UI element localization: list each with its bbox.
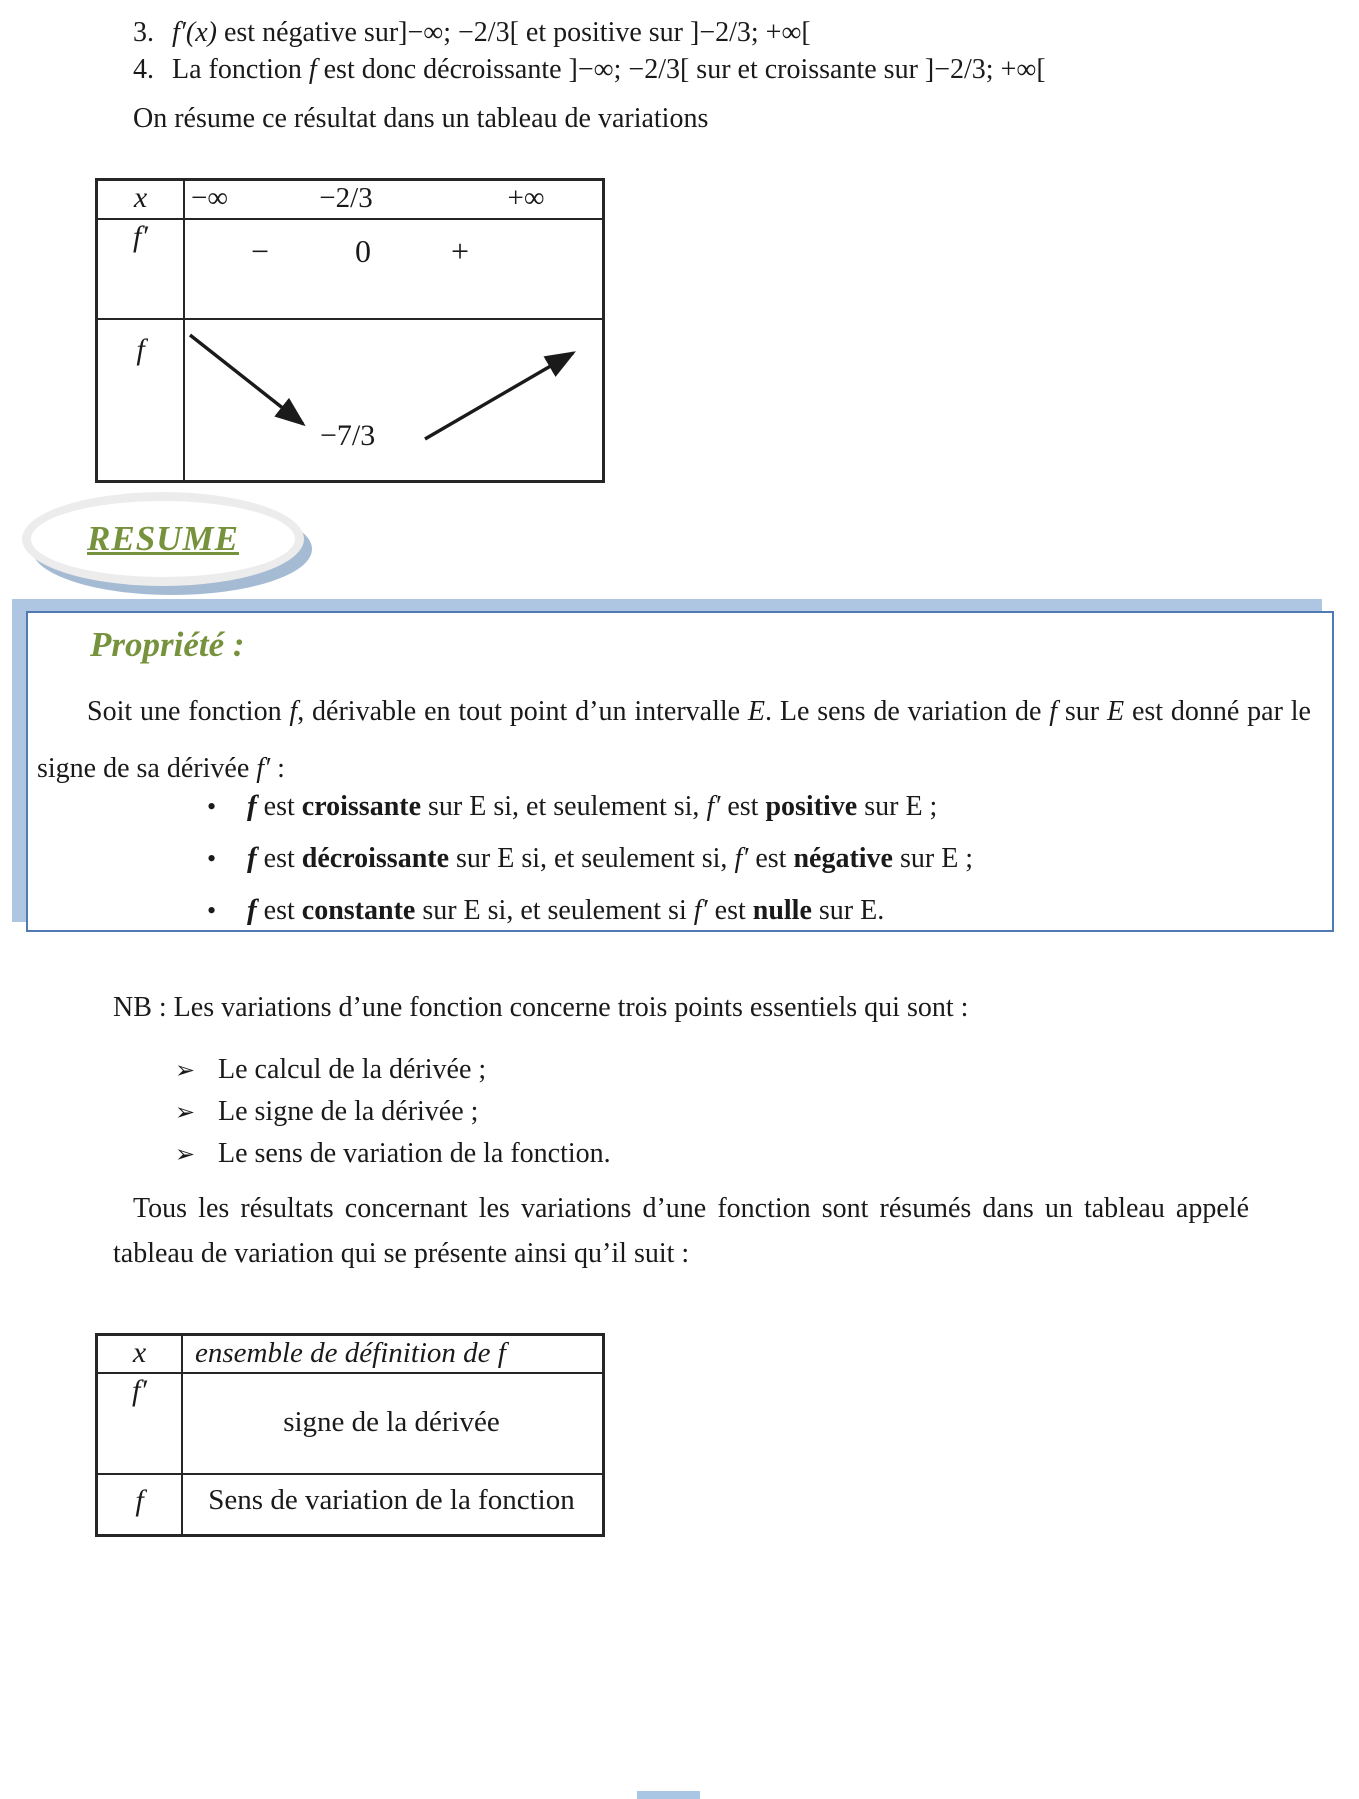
nb-point-1: ➢ Le calcul de la dérivée ;	[175, 1053, 486, 1088]
decreasing-arrow	[190, 335, 303, 424]
bullet-icon: •	[207, 792, 217, 821]
math-f: f	[289, 696, 298, 727]
item-number: 3.	[133, 17, 154, 48]
arrow-bullet-icon: ➢	[175, 1142, 196, 1168]
math-f: f	[1049, 696, 1058, 727]
row-divider	[98, 1473, 602, 1475]
nb-point-3: ➢ Le sens de variation de la fonction.	[175, 1137, 611, 1172]
math-f: f	[247, 790, 257, 822]
page-bottom-marker	[637, 1791, 700, 1799]
interval-2: ]−2/3; +∞[	[924, 54, 1046, 85]
math-E: E	[747, 696, 766, 727]
math-fprime: f′	[734, 843, 749, 874]
item-number: 4.	[133, 54, 154, 85]
fprime-row-label: f′	[133, 220, 148, 253]
property-heading: Propriété :	[90, 625, 245, 664]
nb-sentence: NB : Les variations d’une fonction concerne trois points essentiels qui sont :	[113, 992, 969, 1023]
sign-plus: +	[450, 233, 470, 269]
math-fprime: f′	[706, 791, 721, 822]
property-bullet-3: • f est constante sur E si, et seulement si f′ est nulle sur E.	[207, 894, 885, 926]
sign-zero: 0	[355, 233, 371, 269]
list-item-3: 3. f′(x) est négative sur]−∞; −2/3[ et positive sur ]−2/3; +∞[	[133, 14, 811, 51]
minimum-value: −7/3	[320, 419, 376, 452]
interval-1: ]−∞; −2/3[	[398, 17, 519, 48]
math-f: f	[247, 894, 257, 926]
x-row-label: x	[132, 1336, 147, 1369]
nb-point-2: ➢ Le signe de la dérivée ;	[175, 1095, 478, 1130]
math-fprime-x: f′(x)	[172, 17, 217, 48]
domain-cell: ensemble de définition de f	[195, 1337, 506, 1369]
resume-badge	[22, 492, 304, 586]
closing-paragraph: Tous les résultats concernant les variations d’une fonction sont résumés dans un tableau appelé tableau de variation qui se présente ainsi qu’il suit :	[113, 1193, 1249, 1269]
math-E: E	[1106, 696, 1125, 727]
x-critical-value: −2/3	[319, 182, 373, 214]
arrow-bullet-icon: ➢	[175, 1058, 196, 1084]
x-row-label: x	[133, 181, 148, 214]
x-pos-infinity: +∞	[507, 182, 545, 214]
intro-sentence: On résume ce résultat dans un tableau de variations	[133, 103, 709, 134]
arrow-bullet-icon: ➢	[175, 1100, 196, 1126]
math-f: f	[308, 54, 317, 85]
sign-minus: −	[250, 233, 270, 269]
interval-2: ]−2/3; +∞[	[690, 17, 811, 48]
bullet-icon: •	[207, 896, 217, 925]
variation-direction-cell: Sens de variation de la fonction	[208, 1484, 575, 1516]
f-row-label: f	[136, 333, 145, 366]
derivative-sign-cell: signe de la dérivée	[283, 1406, 500, 1438]
variation-table	[95, 178, 605, 483]
interval-1: ]−∞; −2/3[	[568, 54, 690, 85]
f-row-label: f	[135, 1484, 144, 1517]
fprime-row-label: f′	[132, 1374, 147, 1407]
math-fprime: f′	[256, 753, 271, 784]
x-neg-infinity: −∞	[191, 182, 229, 214]
math-f: f	[247, 842, 257, 874]
math-fprime: f′	[693, 895, 708, 926]
bullet-icon: •	[207, 844, 217, 873]
resume-badge-label: RESUME	[87, 519, 239, 558]
variation-arrows	[185, 320, 605, 483]
list-item-4: 4. La fonction f est donc décroissante ]−∞; −2/3[ sur et croissante sur ]−2/3; +∞[	[133, 51, 1046, 88]
increasing-arrow	[425, 353, 573, 439]
property-paragraph: Soit une fonction f, dérivable en tout point d’un intervalle E. Le sens de variation de f sur E est donné par le signe de sa dérivée f′ :	[37, 696, 1311, 784]
property-bullet-1: • f est croissante sur E si, et seulement si, f′ est positive sur E ;	[207, 790, 938, 822]
property-bullet-2: • f est décroissante sur E si, et seulement si, f′ est négative sur E ;	[207, 842, 974, 874]
property-box	[26, 611, 1334, 932]
generic-variation-table	[95, 1333, 605, 1537]
